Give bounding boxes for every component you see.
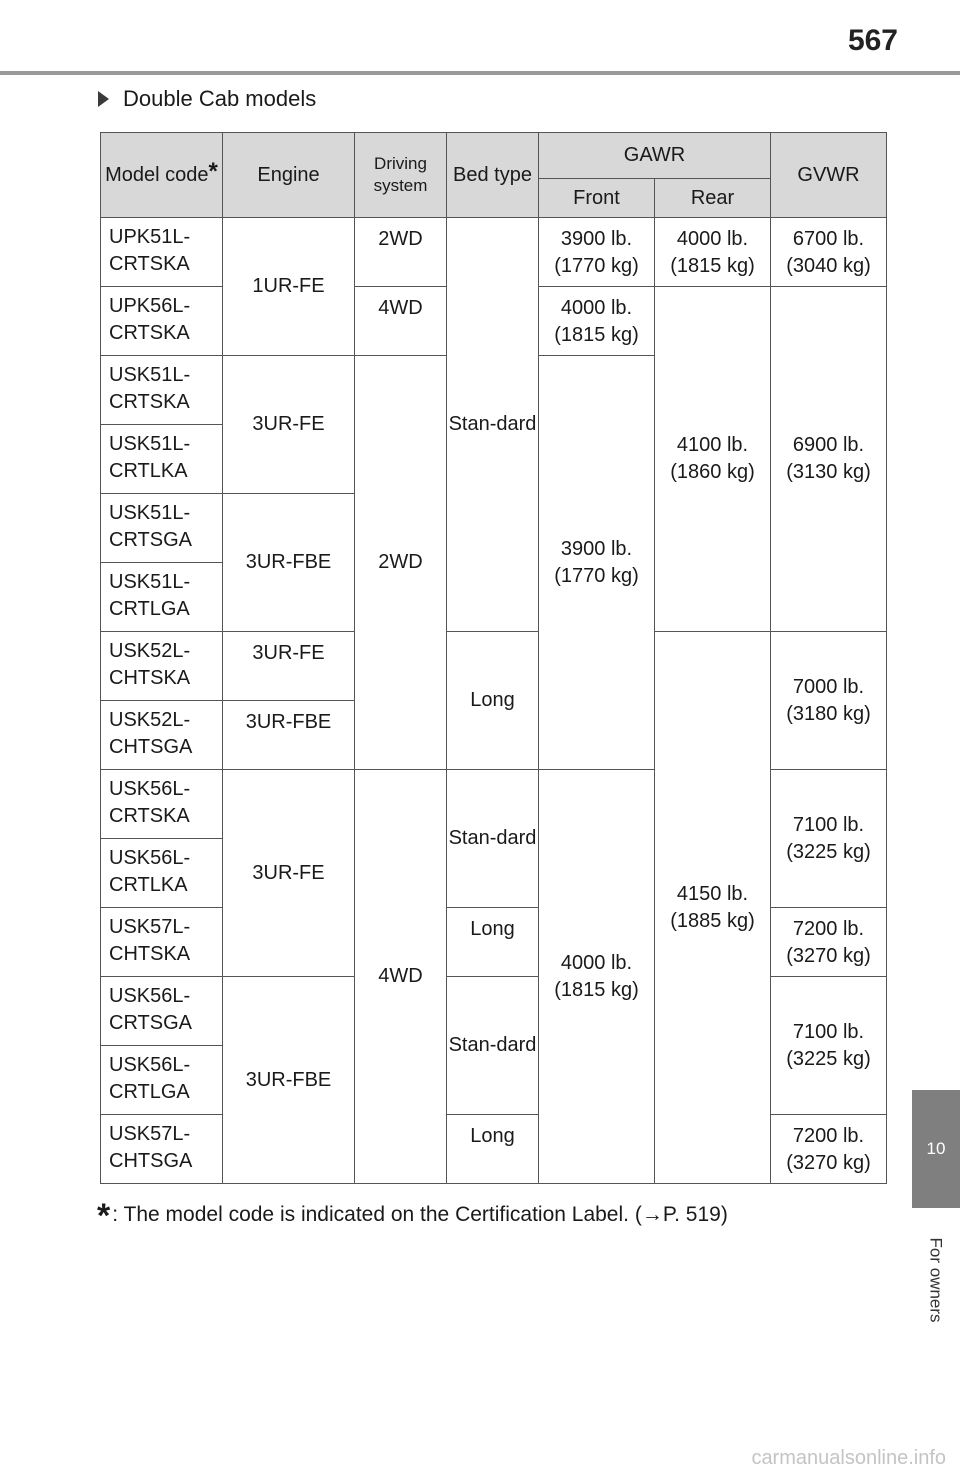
- gvwr-cell: 7200 lb. (3270 kg): [771, 908, 887, 977]
- header-rule: [0, 71, 960, 75]
- header-bed-type: Bed type: [447, 133, 539, 218]
- header-rear: Rear: [655, 179, 771, 218]
- gvwr-cell: 6900 lb. (3130 kg): [771, 287, 887, 632]
- model-code-cell: USK52L-CHTSKA: [101, 632, 223, 701]
- rear-gawr-cell: 4150 lb. (1885 kg): [655, 632, 771, 1184]
- model-code-cell: USK51L-CRTLGA: [101, 563, 223, 632]
- header-engine: Engine: [223, 133, 355, 218]
- model-code-cell: USK57L-CHTSKA: [101, 908, 223, 977]
- engine-cell: 3UR-FE: [223, 632, 355, 701]
- bed-type-cell: Stan-dard: [447, 218, 539, 632]
- model-code-cell: USK56L-CRTLKA: [101, 839, 223, 908]
- table-row: [101, 632, 887, 701]
- gvwr-cell: 6700 lb. (3040 kg): [771, 218, 887, 287]
- bed-type-cell: Stan-dard: [447, 770, 539, 908]
- gvwr-cell: 7200 lb. (3270 kg): [771, 1115, 887, 1184]
- engine-cell: 3UR-FE: [223, 770, 355, 977]
- header-model-code: Model code*: [101, 133, 223, 218]
- footnote-mark: *: [208, 157, 218, 185]
- header-driving-system: Driving system: [355, 133, 447, 218]
- bed-type-cell: Long: [447, 632, 539, 770]
- bed-type-cell: Long: [447, 1115, 539, 1184]
- header-gawr: GAWR: [539, 133, 771, 179]
- model-code-cell: USK52L-CHTSGA: [101, 701, 223, 770]
- header-gvwr: GVWR: [771, 133, 887, 218]
- driving-system-cell: 4WD: [355, 287, 447, 356]
- model-code-cell: USK56L-CRTLGA: [101, 1046, 223, 1115]
- engine-cell: 3UR-FE: [223, 356, 355, 494]
- model-code-cell: UPK56L-CRTSKA: [101, 287, 223, 356]
- model-code-cell: USK51L-CRTSKA: [101, 356, 223, 425]
- model-code-cell: USK57L-CHTSGA: [101, 1115, 223, 1184]
- engine-cell: 3UR-FBE: [223, 494, 355, 632]
- gvwr-cell: 7000 lb. (3180 kg): [771, 632, 887, 770]
- driving-system-cell: 2WD: [355, 356, 447, 770]
- footnote-mark: *: [97, 1197, 111, 1235]
- front-gawr-cell: 4000 lb. (1815 kg): [539, 770, 655, 1184]
- footnote-text: : The model code is indicated on the Certification Label. (→P. 519): [112, 1203, 728, 1226]
- gvwr-cell: 7100 lb. (3225 kg): [771, 977, 887, 1115]
- section-heading-text: Double Cab models: [123, 86, 317, 111]
- front-gawr-cell: 3900 lb. (1770 kg): [539, 356, 655, 770]
- page-number: 567: [847, 24, 898, 57]
- model-code-cell: USK51L-CRTSGA: [101, 494, 223, 563]
- rear-gawr-cell: 4100 lb. (1860 kg): [655, 287, 771, 632]
- section-heading: [98, 86, 316, 112]
- footnote: [97, 1197, 728, 1236]
- driving-system-cell: 2WD: [355, 218, 447, 287]
- engine-cell: 1UR-FE: [223, 218, 355, 356]
- rear-gawr-cell: 4000 lb. (1815 kg): [655, 218, 771, 287]
- bed-type-cell: Long: [447, 908, 539, 977]
- model-code-cell: UPK51L-CRTSKA: [101, 218, 223, 287]
- bed-type-cell: Stan-dard: [447, 977, 539, 1115]
- front-gawr-cell: 3900 lb. (1770 kg): [539, 218, 655, 287]
- table-row: [101, 218, 887, 287]
- chapter-tab[interactable]: 10: [912, 1090, 960, 1208]
- gvwr-cell: 7100 lb. (3225 kg): [771, 770, 887, 908]
- watermark: carmanualsonline.info: [751, 1447, 946, 1469]
- model-code-cell: USK51L-CRTLKA: [101, 425, 223, 494]
- model-code-cell: USK56L-CRTSKA: [101, 770, 223, 839]
- model-code-cell: USK56L-CRTSGA: [101, 977, 223, 1046]
- header-front: Front: [539, 179, 655, 218]
- chapter-label: For owners: [927, 1237, 946, 1323]
- bullet-triangle-icon: [98, 91, 109, 107]
- engine-cell: 3UR-FBE: [223, 977, 355, 1184]
- engine-cell: 3UR-FBE: [223, 701, 355, 770]
- specification-table: [100, 132, 887, 1184]
- driving-system-cell: 4WD: [355, 770, 447, 1184]
- front-gawr-cell: 4000 lb. (1815 kg): [539, 287, 655, 356]
